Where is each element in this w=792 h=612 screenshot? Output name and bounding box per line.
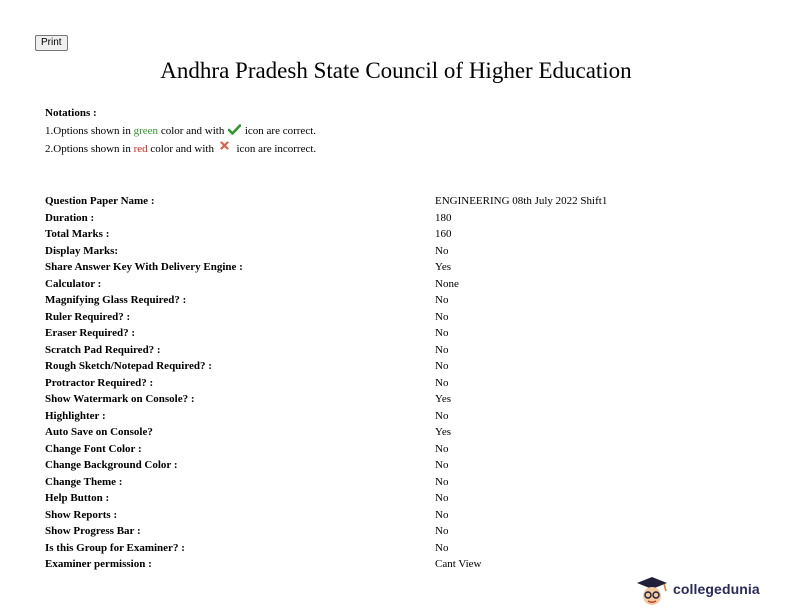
detail-label: Share Answer Key With Delivery Engine : xyxy=(45,261,243,273)
detail-label: Change Background Color : xyxy=(45,459,178,471)
detail-row xyxy=(45,259,607,276)
detail-label: Show Progress Bar : xyxy=(45,525,141,537)
detail-value: Yes xyxy=(435,261,452,273)
detail-label: Eraser Required? : xyxy=(45,327,136,339)
detail-row xyxy=(45,391,607,408)
detail-value: No xyxy=(435,508,449,521)
notation-text: color and with xyxy=(158,125,228,137)
detail-value: No xyxy=(435,475,449,488)
notation-line-incorrect xyxy=(45,140,316,158)
detail-row xyxy=(45,523,607,540)
checkmark-icon xyxy=(228,124,241,135)
detail-row xyxy=(45,243,607,260)
detail-row xyxy=(45,474,607,491)
detail-label: Help Button : xyxy=(45,492,110,504)
detail-label: Duration : xyxy=(45,211,95,224)
notation-line-correct xyxy=(45,122,316,140)
detail-row xyxy=(45,226,607,243)
detail-label: Examiner permission : xyxy=(45,558,152,570)
notations-section xyxy=(45,104,316,158)
notation-text: icon are correct. xyxy=(242,125,317,137)
detail-value: No xyxy=(435,525,449,537)
detail-value: No xyxy=(435,459,449,471)
logo-brand-text: collegedunia xyxy=(673,581,760,597)
detail-label: Total Marks : xyxy=(45,228,110,240)
detail-label: Display Marks: xyxy=(45,244,119,257)
detail-label: Rough Sketch/Notepad Required? : xyxy=(45,360,212,372)
detail-value: No xyxy=(435,327,449,339)
detail-row xyxy=(45,210,607,227)
paper-details-table xyxy=(45,193,607,573)
detail-row xyxy=(45,342,607,359)
detail-row xyxy=(45,276,607,293)
detail-label: Change Theme : xyxy=(45,475,123,488)
graduate-mascot-icon xyxy=(633,575,671,607)
detail-row xyxy=(45,325,607,342)
detail-label: Magnifying Glass Required? : xyxy=(45,294,187,306)
detail-value: No xyxy=(435,409,449,422)
detail-row xyxy=(45,556,607,573)
detail-label: Scratch Pad Required? : xyxy=(45,343,161,356)
detail-label: Is this Group for Examiner? : xyxy=(45,541,185,554)
detail-value: No xyxy=(435,310,449,323)
detail-label: Show Watermark on Console? : xyxy=(45,393,195,405)
page-title: Andhra Pradesh State Council of Higher Education xyxy=(160,58,632,83)
detail-row xyxy=(45,507,607,524)
green-color-word: green xyxy=(133,125,159,137)
detail-row xyxy=(45,358,607,375)
notation-text: icon are incorrect. xyxy=(233,143,317,155)
print-button[interactable]: Print xyxy=(35,35,68,51)
detail-label: Show Reports : xyxy=(45,508,118,521)
detail-label: Highlighter : xyxy=(45,409,106,422)
collegedunia-logo xyxy=(633,575,783,607)
detail-value: No xyxy=(435,294,449,306)
detail-value: No xyxy=(435,376,449,389)
cross-icon xyxy=(220,141,229,150)
detail-value: 160 xyxy=(435,228,452,240)
detail-row xyxy=(45,441,607,458)
red-color-word: red xyxy=(133,143,148,155)
detail-row xyxy=(45,408,607,425)
detail-row xyxy=(45,540,607,557)
detail-row xyxy=(45,375,607,392)
notation-text: color and with xyxy=(147,143,217,155)
detail-row xyxy=(45,490,607,507)
detail-value: Cant View xyxy=(435,558,482,570)
detail-value: 180 xyxy=(435,211,452,224)
detail-row xyxy=(45,424,607,441)
detail-value: Yes xyxy=(435,426,452,438)
detail-label: Calculator : xyxy=(45,277,102,290)
notation-text: 2.Options shown in xyxy=(45,143,134,155)
detail-label: Question Paper Name : xyxy=(45,195,155,207)
detail-row xyxy=(45,457,607,474)
detail-label: Auto Save on Console? xyxy=(45,426,153,438)
notations-heading: Notations : xyxy=(45,107,97,119)
detail-value: No xyxy=(435,360,449,372)
detail-value: ENGINEERING 08th July 2022 Shift1 xyxy=(435,195,608,207)
notation-text: 1.Options shown in xyxy=(45,125,134,137)
detail-value: No xyxy=(435,343,449,356)
detail-value: No xyxy=(435,541,449,554)
detail-value: No xyxy=(435,492,449,504)
detail-label: Change Font Color : xyxy=(45,442,142,455)
detail-label: Ruler Required? : xyxy=(45,310,131,323)
detail-row xyxy=(45,193,607,210)
detail-value: Yes xyxy=(435,393,452,405)
detail-value: No xyxy=(435,442,449,455)
detail-row xyxy=(45,292,607,309)
detail-value: None xyxy=(435,277,459,290)
detail-row xyxy=(45,309,607,326)
detail-label: Protractor Required? : xyxy=(45,376,154,389)
detail-value: No xyxy=(435,244,449,257)
